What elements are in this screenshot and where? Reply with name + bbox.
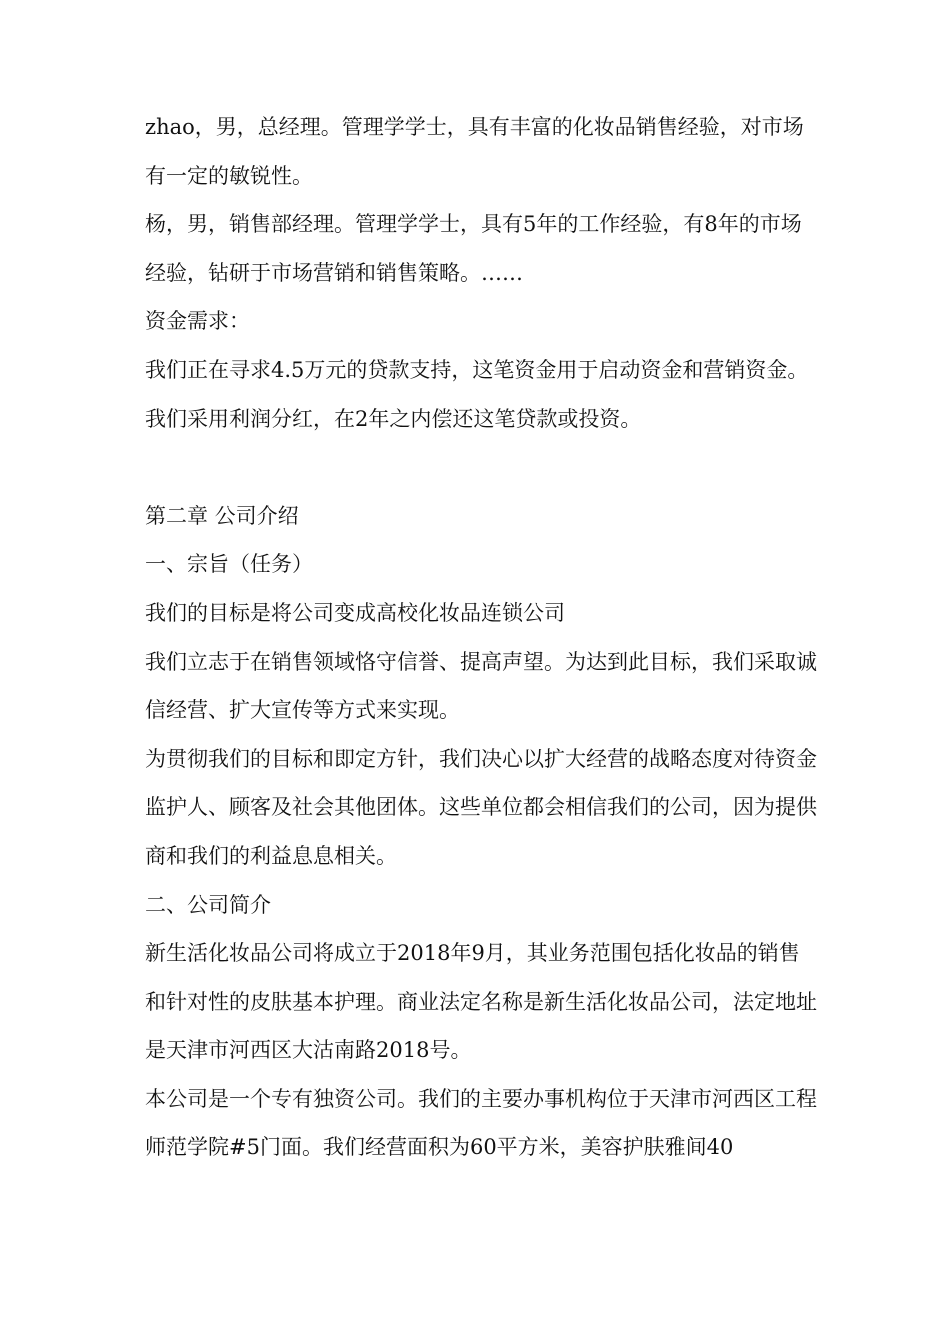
paragraph-company-founding: 新生活化妆品公司将成立于2018年9月，其业务范围包括化妆品的销售和针对性的皮肤基本护理。商业法定名称是新生活化妆品公司，法定地址是天津市河西区大沽南路2018号。 xyxy=(145,941,817,1063)
section-heading-profile: 二、公司简介 xyxy=(145,892,271,917)
paragraph-zhao: zhao，男，总经理。管理学学士，具有丰富的化妆品销售经验，对市场有一定的敏锐性。 xyxy=(145,115,804,188)
paragraph-policy: 为贯彻我们的目标和即定方针，我们决心以扩大经营的战略态度对待资金监护人、顾客及社会其他团体。这些单位都会相信我们的公司，因为提供商和我们的利益息息相关。 xyxy=(145,746,817,868)
document-page xyxy=(145,103,820,1172)
chapter-heading: 第二章 公司介绍 xyxy=(145,503,299,528)
paragraph-reputation: 我们立志于在销售领域恪守信誉、提高声望。为达到此目标，我们采取诚信经营、扩大宣传等方式来实现。 xyxy=(145,649,817,723)
blank-line xyxy=(145,443,820,492)
paragraph-yang: 杨，男，销售部经理。管理学学士，具有5年的工作经验，有8年的市场经验，钻研于市场营销和销售策略。…… xyxy=(145,212,802,285)
paragraph-goal: 我们的目标是将公司变成高校化妆品连锁公司 xyxy=(145,600,565,625)
paragraph-funding-detail: 我们正在寻求4.5万元的贷款支持，这笔资金用于启动资金和营销资金。我们采用利润分红，在2年之内偿还这笔贷款或投资。 xyxy=(145,357,809,431)
paragraph-company-office: 本公司是一个专有独资公司。我们的主要办事机构位于天津市河西区工程师范学院#5门面。我们经营面积为60平方米，美容护肤雅间40 xyxy=(145,1086,817,1160)
section-heading-mission: 一、宗旨（任务） xyxy=(145,552,313,577)
paragraph-funding-label: 资金需求： xyxy=(145,309,250,334)
